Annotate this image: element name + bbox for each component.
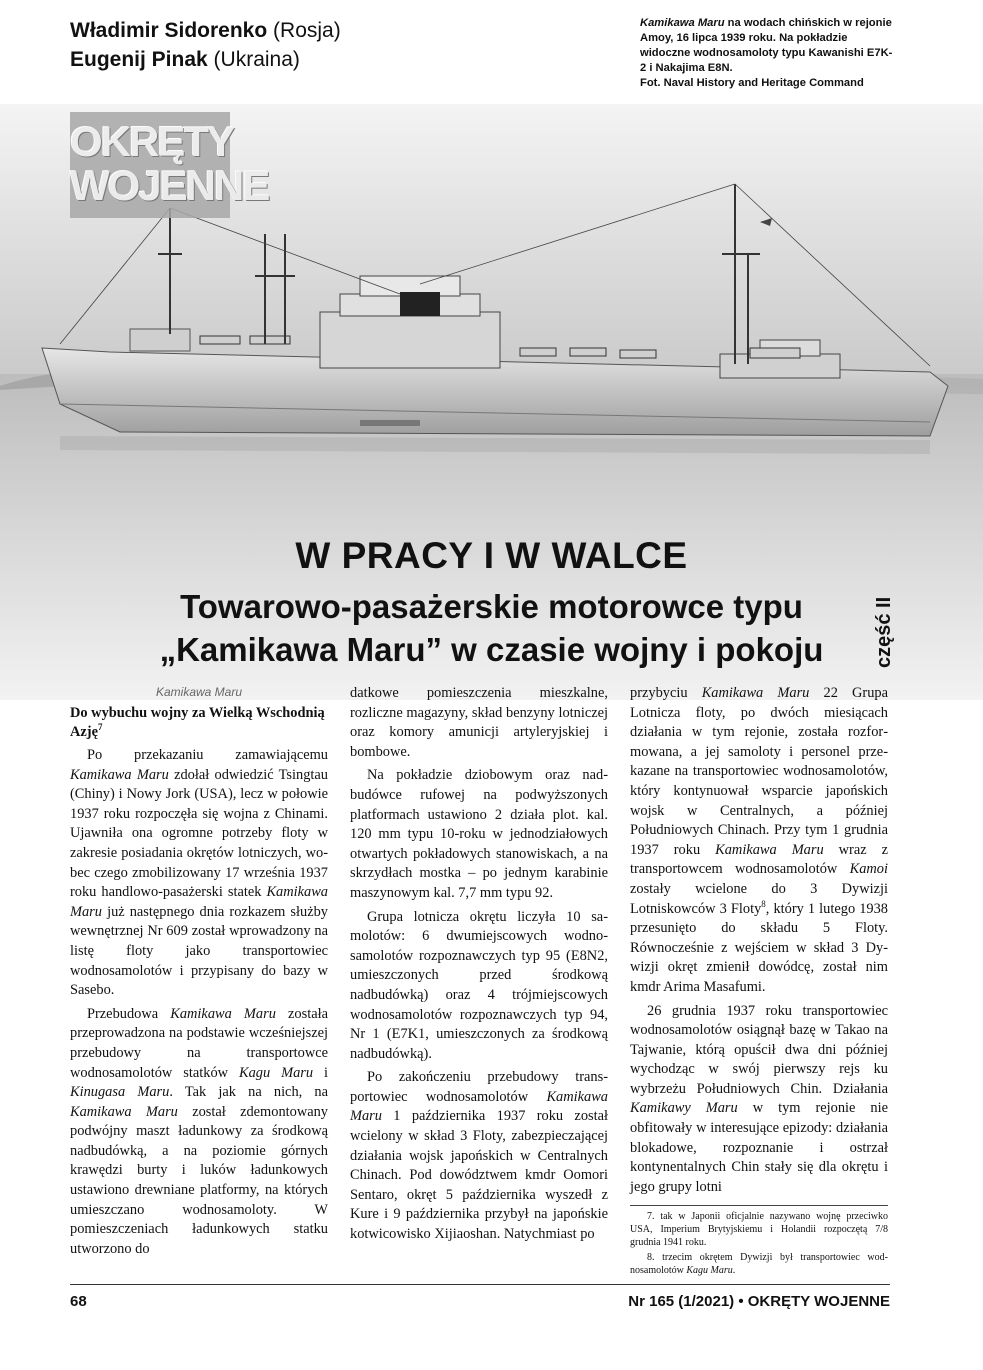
section-label: Kamikawa Maru	[155, 685, 243, 699]
issue-info: Nr 165 (1/2021) • OKRĘTY WOJENNE	[628, 1293, 890, 1310]
part-label: część II	[873, 596, 895, 668]
headline: W PRACY I W WALCE	[295, 535, 688, 576]
paragraph: Przebudowa Kamikawa Maru została przeprowadzona na podstawie wcześniejszej przebudowy na transportowce wodnosamolotów statków Kagu Maru i Kinugasa Maru. Tak jak na nich, na Kamikawa Maru został zdemontowany podwójny maszt ładunkowy za środkową nadbudówką, a na poziomie górnych krawędzi burty i luków ładunkowych ustawiono drewniane platformy, na których umieszczano wodnosamoloty. W pomieszczeniach ładunkowych statku utworzono do	[70, 1005, 329, 1257]
footnote-8: 8. trzecim okrętem Dywizji był transportowiec wodnosamolotów Kagu Maru.	[630, 1252, 888, 1277]
authors	[70, 16, 341, 74]
paragraph: Grupa lotnicza okrętu liczyła 10 samolotów: 6 dwumiejscowych wodnosamolotów rozpoznawczych typ 95 (E8N2, umieszczonych przed środkową nadbudówką) oraz 4 trójmiejscowych wodnosamolotów rozpoznawczych typ 94, Nr 1 (E7K1, umieszczonych za środkową nadbudówką).	[350, 908, 608, 1062]
text-column-3	[630, 684, 888, 1279]
text-column-2	[350, 684, 608, 1245]
subheadline-line-1: Towarowo-pasażerskie motorowce typu	[180, 588, 803, 625]
paragraph: przybyciu Kamikawa Maru 22 Grupa Lotnicza floty, po dwóch miesiącach działania w tym rejonie, została rozformowana, a jej samoloty i personel przekazane na transportowiec wodnosamolotów, który kontynuował wsparcie japońskich wojsk w Centralnych, a później Południowych Chinach. Przy tym 1 grudnia 1937 roku Kamikawa Maru wraz z transportowcem wodnosamolotów Kamoi zostały wcielone do 3 Dywizji Lotniskowców 3 Floty$^8$, który 1 lutego 1938 przesunięto do składu 5 Floty. Równocześnie z wejściem w skład 3 Dywizji okręt zmienił dowódcę, został nim kmdr Arima Masafumi.	[630, 685, 889, 995]
subheadline	[0, 585, 983, 671]
subheadline-line-2: „Kamikawa Maru” w czasie wojny i pokoju	[159, 631, 824, 668]
paragraph: Po przekazaniu zamawiającemu Kamikawa Maru zdołał odwiedzić Tsingtau (Chiny) i Nowy Jork (USA), lecz w połowie 1937 roku rozpoczęła się wojna z Chinami. Ujawniła ona ogromne potrzeby floty w zakresie posiadania okrętów lotniczych, wobec czego zmobilizowany 17 września 1937 roku handlowo-pasażerski statek Kamikawa Maru już następnego dnia rozkazem służby wewnętrznej Nr 609 został wprowadzony na listę floty jako transportowiec wodnosamolotów i przypisany do bazy w Sasebo.	[70, 747, 329, 999]
text-column-1	[70, 684, 328, 1259]
author-1: Władimir Sidorenko (Rosja)	[70, 19, 341, 42]
paragraph: datkowe pomieszczenia mieszkalne, rozliczne magazyny, skład benzyny lotniczej oraz komory amunicji artyleryjskiej i bombowe.	[350, 685, 608, 760]
magazine-logo: OKRĘTY WOJENNE	[70, 112, 230, 218]
photo-caption: Kamikawa Maru na wodach chińskich w rejonie Amoy, 16 lipca 1939 roku. Na pokładzie widoczne wodnosamoloty typu Kawanishi E7K-2 i Nakajima E8N. Fot. Naval History and Heritage Command	[640, 17, 893, 89]
section-heading: Do wybuchu wojny za Wielką Wschodnią Azję$^7$	[70, 705, 325, 740]
footnote-7: 7. tak w Japonii oficjalnie nazywano wojnę przeciwko USA, Imperium Brytyjskiemu i Holandii rozpoczętą 7/8 grudnia 1941 roku.	[630, 1211, 888, 1249]
paragraph: Na pokładzie dziobowym oraz nadbudówce rufowej na podwyższonych platformach ustawiono 2 działa plot. kal. 120 mm typu 10-roku w jednodziałowych otwartych pokładowych stanowiskach, a na skrzydłach mostka – po jednym karabinie maszynowym kal. 7,7 mm typu 92.	[350, 767, 608, 901]
footer-rule	[70, 1284, 890, 1285]
page-number: 68	[70, 1293, 87, 1310]
paragraph: 26 grudnia 1937 roku transportowiec wodnosamolotów osiągnął bazę w Takao na Tajwanie, którą opuścił dwa dni później wychodząc w swój pierwszy rejs ku wybrzeżu Południowych Chin. Działania Kamikawy Maru w tym rejonie nie obfitowały w interesujące epizody: działania blokadowe, rozpoznanie i ostrzał kontynentalnych Chin stały się dla okrętu i jego grupy lotni	[630, 1002, 888, 1195]
paragraph: Po zakończeniu przebudowy transportowiec wodnosamolotów Kamikawa Maru 1 października 1937 roku został wcielony w skład 3 Floty, zabezpieczającej działania wojsk japońskich w Centralnych Chinach. Pod dowództwem kmdr Oomori Sentaro, okręt 5 października wyszedł z Kure i 9 października przybył na japońskie kotwicowisko Xijiaoshan. Natychmiast po	[350, 1069, 608, 1243]
author-2: Eugenij Pinak (Ukraina)	[70, 48, 300, 71]
footnote-divider	[630, 1205, 888, 1206]
photo-credit: Fot. Naval History and Heritage Command	[640, 77, 864, 89]
